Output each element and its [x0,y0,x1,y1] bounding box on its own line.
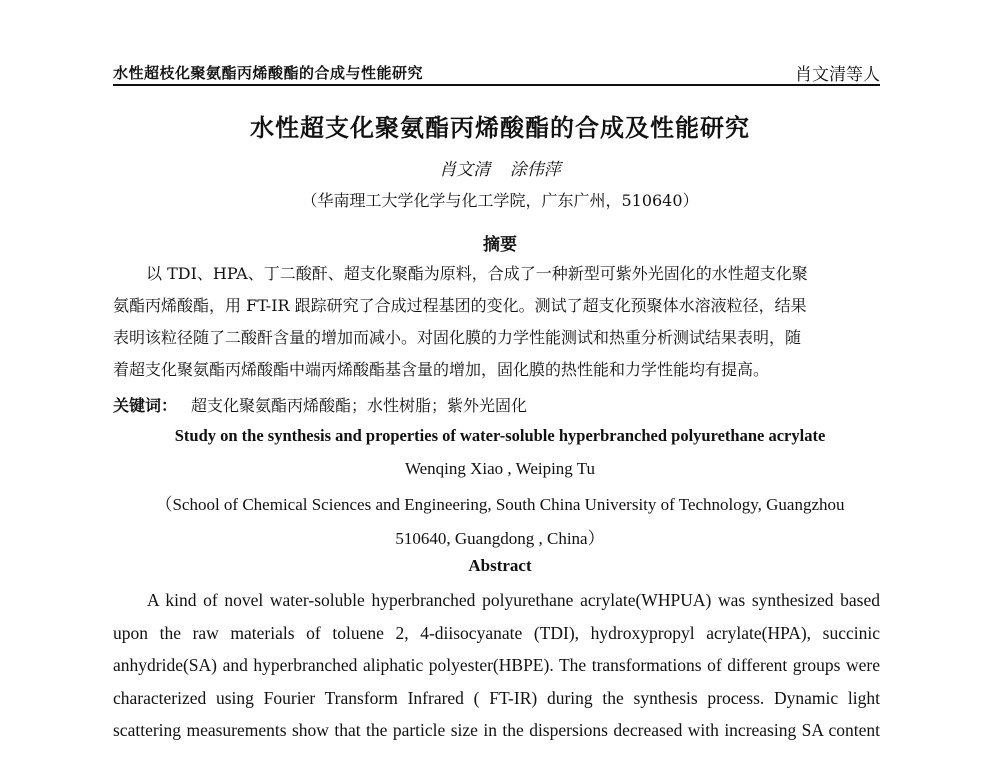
running-header-authors: 肖文清等人 [795,65,880,85]
chinese-title: 水性超支化聚氨酯丙烯酸酯的合成及性能研究 [250,113,750,142]
english-authors: Wenqing Xiao , Weiping Tu [404,459,596,478]
chinese-abstract-body [113,258,880,386]
chinese-abstract-line: 着超支化聚氨酯丙烯酸酯中端丙烯酸酯基含量的增加，固化膜的热性能和力学性能均有提高。 [113,360,770,379]
chinese-abstract-line: 表明该粒径随了二酸酐含量的增加而减小。对固化膜的力学性能测试和热重分析测试结果表明，随 [113,328,802,347]
english-abstract-line: scattering measurements show that the particle size in the dispersions decreased with increasing SA content [113,720,880,740]
english-affiliation-line2: 510640, Guangdong , China） [395,529,605,548]
english-abstract-line: A kind of novel water-soluble hyperbranched polyurethane acrylate(WHPUA) was synthesized based [147,590,880,610]
english-abstract-heading: Abstract [468,556,532,575]
chinese-abstract-line: 氨酯丙烯酸酯，用 FT-IR 跟踪研究了合成过程基团的变化。测试了超支化预聚体水溶液粒径，结果 [113,296,807,315]
keywords-label: 关键词： [113,396,178,415]
english-abstract-body [113,584,880,747]
english-abstract-line: upon the raw materials of toluene 2, 4-diisocyanate (TDI), hydroxypropyl acrylate(HPA), succinic [113,622,880,643]
running-header-title: 水性超枝化聚氨酯丙烯酸酯的合成与性能研究 [113,64,424,82]
running-header [113,58,880,86]
chinese-authors: 肖文清 涂伟萍 [439,160,561,180]
chinese-keywords [113,393,527,416]
chinese-abstract-heading: 摘要 [483,235,517,255]
english-affiliation-line1: （School of Chemical Sciences and Engineering, South China University of Technology, Guangzhou [155,495,845,514]
english-title: Study on the synthesis and properties of water-soluble hyperbranched polyurethane acrylate [174,426,826,445]
chinese-abstract-line: 以 TDI、HPA、丁二酸酐、超支化聚酯为原料，合成了一种新型可紫外光固化的水性超支化聚 [146,264,808,283]
english-abstract-line: anhydride(SA) and hyperbranched aliphatic polyester(HBPE). The transformations of different groups were [113,655,880,675]
keywords-text: 超支化聚氨酯丙烯酸酯；水性树脂；紫外光固化 [191,396,528,415]
chinese-affiliation: （华南理工大学化学与化工学院，广东广州，510640） [301,191,699,210]
english-abstract-line: characterized using Fourier Transform Infrared ( FT-IR) during the synthesis process. Dynamic light [113,687,880,708]
